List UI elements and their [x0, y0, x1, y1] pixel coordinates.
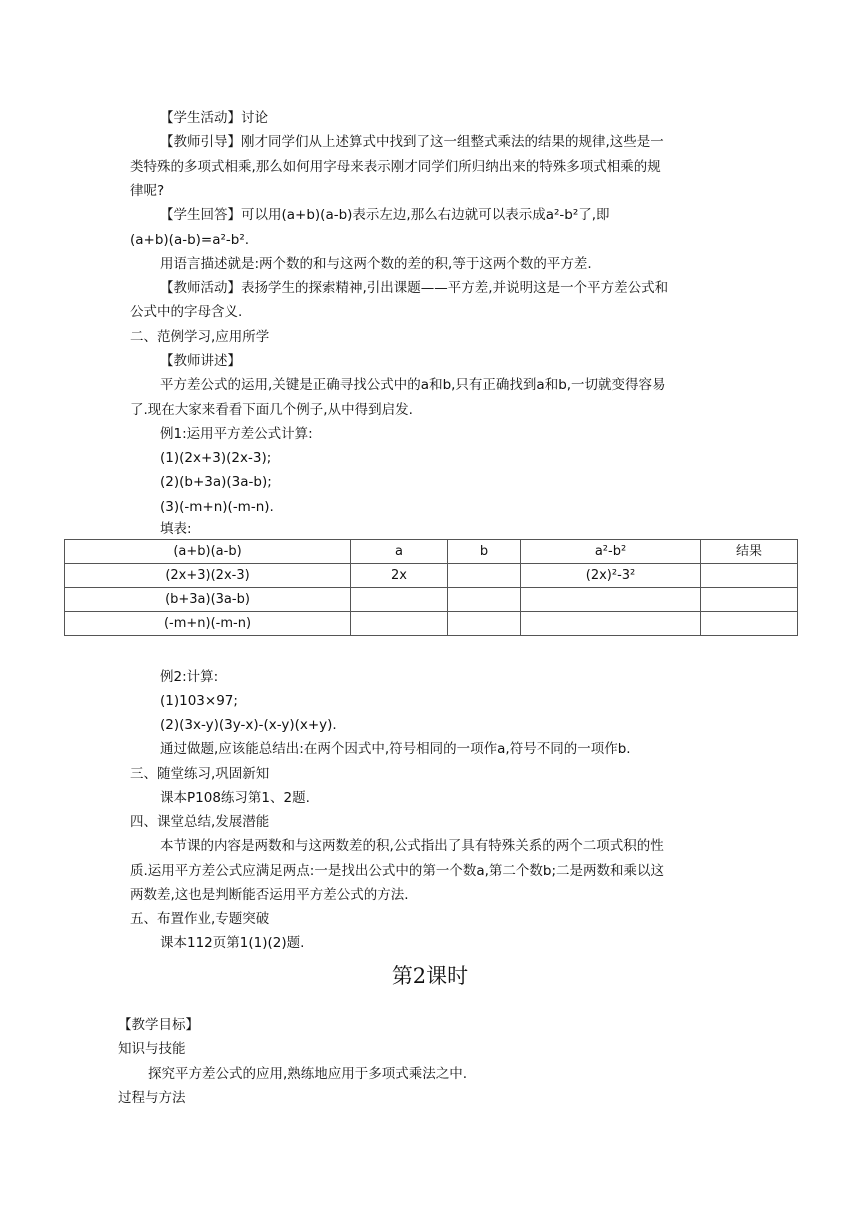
table-cell: (2x)²-3² — [521, 564, 701, 588]
example-1-item-2: (2)(b+3a)(3a-b); — [160, 474, 272, 490]
table-cell: (-m+n)(-m-n) — [65, 612, 351, 636]
table-header-cell: b — [448, 540, 521, 564]
teacher-activity-line-1: 【教师活动】表扬学生的探索精神,引出课题——平方差,并说明这是一个平方差公式和 — [160, 280, 669, 296]
section-heading-4: 四、课堂总结,发展潜能 — [130, 814, 270, 830]
conclusion-line-2: 质.运用平方差公式应满足两点:一是找出公式中的第一个数a,第二个数b;二是两数和乘以这 — [130, 863, 665, 879]
table-cell — [701, 564, 798, 588]
conclusion-line-3: 两数差,这也是判断能否运用平方差公式的方法. — [130, 887, 409, 903]
table-row — [65, 564, 798, 588]
teaching-goals-heading: 【教学目标】 — [118, 1017, 199, 1033]
fill-in-table — [64, 539, 798, 636]
table-cell: 2x — [351, 564, 448, 588]
table-cell: (2x+3)(2x-3) — [65, 564, 351, 588]
narration-line-2: 了.现在大家来看看下面几个例子,从中得到启发. — [130, 402, 413, 418]
example-2-heading: 例2:计算: — [160, 669, 219, 685]
example-2-item-2: (2)(3x-y)(3y-x)-(x-y)(x+y). — [160, 717, 337, 733]
table-cell — [521, 612, 701, 636]
example-1-item-1: (1)(2x+3)(2x-3); — [160, 450, 272, 466]
example-2-item-1: (1)103×97; — [160, 693, 238, 709]
table-row — [65, 588, 798, 612]
teacher-guide-line-3: 律呢? — [130, 183, 165, 199]
table-cell — [521, 588, 701, 612]
teacher-activity-line-2: 公式中的字母含义. — [130, 304, 243, 320]
table-cell — [448, 612, 521, 636]
knowledge-skills-text: 探究平方差公式的应用,熟练地应用于多项式乘法之中. — [148, 1066, 468, 1082]
table-header-cell: (a+b)(a-b) — [65, 540, 351, 564]
summary-rule-line: 通过做题,应该能总结出:在两个因式中,符号相同的一项作a,符号不同的一项作b. — [160, 741, 631, 757]
knowledge-skills-heading: 知识与技能 — [118, 1041, 186, 1057]
homework-line: 课本112页第1(1)(2)题. — [160, 935, 305, 951]
formula-line: (a+b)(a-b)=a²-b². — [130, 232, 250, 248]
conclusion-line-1: 本节课的内容是两数和与这两数差的积,公式指出了具有特殊关系的两个二项式积的性 — [160, 838, 664, 854]
section-heading-3: 三、随堂练习,巩固新知 — [130, 766, 270, 782]
practice-line: 课本P108练习第1、2题. — [160, 790, 310, 806]
table-header-cell: 结果 — [701, 540, 798, 564]
table-header-cell: a — [351, 540, 448, 564]
table-cell — [701, 588, 798, 612]
verbal-description-line: 用语言描述就是:两个数的和与这两个数的差的积,等于这两个数的平方差. — [160, 256, 592, 272]
table-cell — [351, 612, 448, 636]
process-methods-heading: 过程与方法 — [118, 1090, 186, 1106]
table-cell: (b+3a)(3a-b) — [65, 588, 351, 612]
student-answer-line-1: 【学生回答】可以用(a+b)(a-b)表示左边,那么右边就可以表示成a²-b²了,即 — [160, 207, 610, 223]
teacher-guide-line-2: 类特殊的多项式相乘,那么如何用字母来表示刚才同学们所归纳出来的特殊多项式相乘的规 — [130, 159, 661, 175]
lesson-title: 第2课时 — [391, 964, 469, 988]
teacher-narration-label: 【教师讲述】 — [160, 353, 241, 369]
table-cell — [448, 588, 521, 612]
table-header-cell: a²-b² — [521, 540, 701, 564]
table-header-row — [65, 540, 798, 564]
teacher-guide-line-1: 【教师引导】刚才同学们从上述算式中找到了这一组整式乘法的结果的规律,这些是一 — [160, 134, 664, 150]
table-cell — [448, 564, 521, 588]
section-heading-2: 二、范例学习,应用所学 — [130, 329, 270, 345]
fill-table-label: 填表: — [160, 521, 192, 537]
example-1-heading: 例1:运用平方差公式计算: — [160, 426, 313, 442]
table-cell — [701, 612, 798, 636]
narration-line-1: 平方差公式的运用,关键是正确寻找公式中的a和b,只有正确找到a和b,一切就变得容易 — [160, 377, 666, 393]
table-cell — [351, 588, 448, 612]
table-row — [65, 612, 798, 636]
student-activity-line: 【学生活动】讨论 — [160, 110, 268, 126]
example-1-item-3: (3)(-m+n)(-m-n). — [160, 499, 274, 515]
section-heading-5: 五、布置作业,专题突破 — [130, 911, 270, 927]
